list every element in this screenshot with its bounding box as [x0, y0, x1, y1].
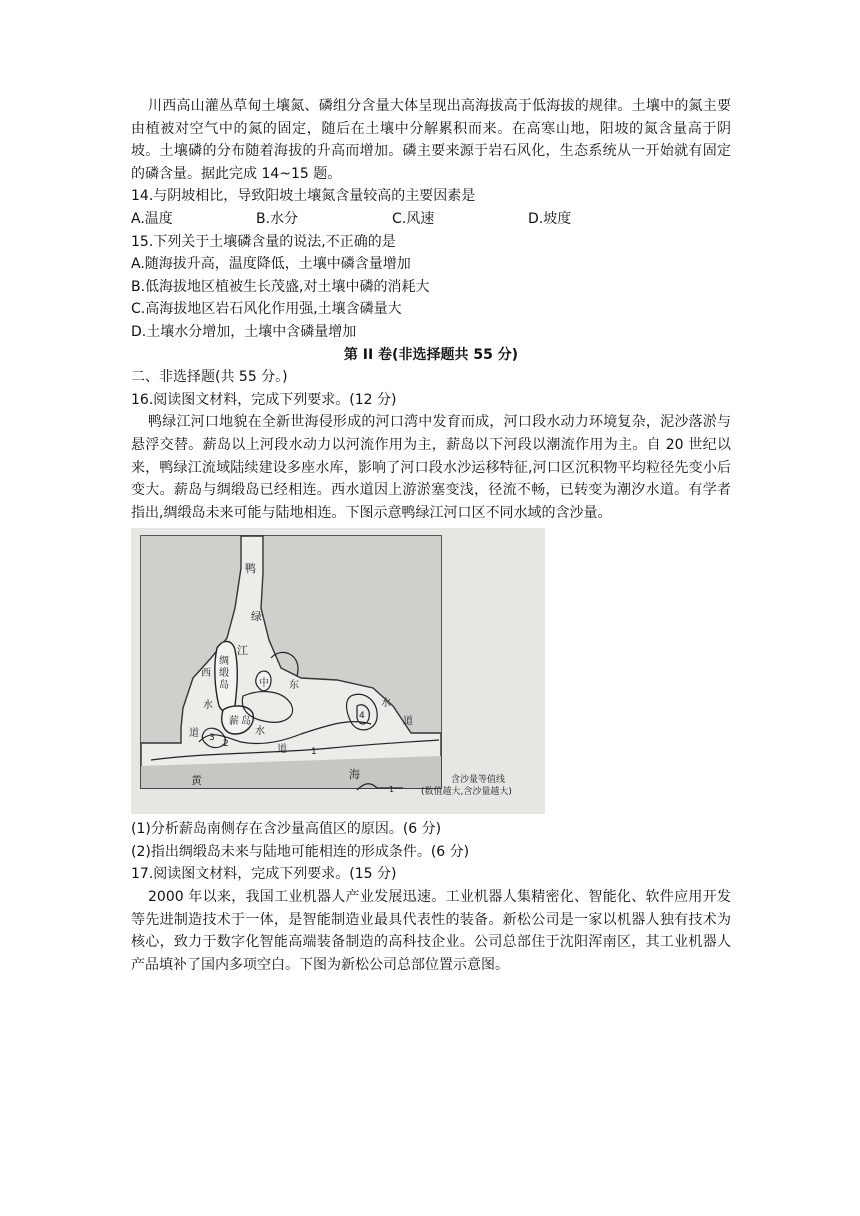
label-jiang: 江	[237, 644, 248, 658]
question-15-stem: 15.下列关于土壤磷含量的说法,不正确的是	[131, 233, 396, 250]
passage-robot-industry: 2000 年以来，我国工业机器人产业发展迅速。工业机器人集精密化、智能化、软件应用开发等先进制造技术于一体，是智能制造业最具代表性的装备。新松公司是一家以机器人独有技术为核心，致力于数字化智能高端装备制造的高科技企业。公司总部住于沈阳浑南区，其工业机器人产品填补了国内多项空白。下图为新松公司总部位置示意图。	[131, 889, 731, 973]
label-xin: 薪	[229, 716, 239, 728]
section-2-subtitle: 二、非选择题(共 55 分。)	[131, 369, 288, 386]
label-lu: 绿	[251, 610, 262, 624]
isoline-label-1: 1	[311, 747, 317, 758]
question-17-stem: 17.阅读图文材料，完成下列要求。(15 分)	[131, 866, 397, 883]
label-ya: 鸭	[245, 562, 256, 576]
section-2-title: 第 II 卷(非选择题共 55 分)	[343, 346, 519, 363]
label-hai: 海	[349, 768, 360, 782]
yalu-estuary-map	[131, 528, 545, 814]
q14-option-d: D.坡度	[528, 210, 572, 227]
question-16-sub2: (2)指出绸缎岛未来与陆地可能相连的形成条件。(6 分)	[131, 843, 470, 860]
label-chou: 绸	[219, 656, 229, 668]
label-dong: 东	[289, 680, 299, 692]
q15-option-b: B.低海拔地区植被生长茂盛,对土壤中磷的消耗大	[131, 278, 430, 295]
label-xi: 西	[201, 668, 211, 680]
label-dong-shui: 水	[381, 698, 391, 710]
label-xin-dao: 岛	[241, 716, 251, 728]
q15-option-c: C.高海拔地区岩石风化作用强,土壤含磷量大	[131, 301, 402, 318]
question-14-options	[131, 208, 731, 231]
question-16-stem: 16.阅读图文材料，完成下列要求。(12 分)	[131, 391, 397, 408]
isoline-label-2: 2	[223, 739, 229, 750]
label-zhong-shui: 水	[255, 726, 265, 738]
isoline-label-3: 3	[209, 733, 215, 744]
exam-page	[131, 95, 731, 976]
legend-isoline-number: 1	[389, 785, 395, 795]
label-xi-dao: 道	[189, 728, 199, 740]
q14-option-c: C.风速	[392, 210, 435, 227]
passage-soil: 川西高山灌丛草甸土壤氮、磷组分含量大体呈现出高海拔高于低海拔的规律。土壤中的氮主要由植被对空气中的氮的固定，随后在土壤中分解累积而来。在高寒山地，阳坡的氮含量高于阴坡。土壤磷的分布随着海拔的升高而增加。磷主要来源于岩石风化，生态系统从一开始就有固定的磷含量。据此完成 14~15 题。	[131, 98, 731, 182]
isoline-label-4: 4	[359, 711, 365, 722]
q14-option-b: B.水分	[256, 210, 299, 227]
label-duan: 缎	[219, 668, 229, 680]
label-zhong: 中	[259, 678, 269, 690]
q15-option-a: A.随海拔升高，温度降低，土壤中磷含量增加	[131, 256, 411, 273]
question-16-sub1: (1)分析薪岛南侧存在含沙量高值区的原因。(6 分)	[131, 821, 442, 838]
label-zhong-dao: 道	[277, 744, 287, 756]
label-dao: 岛	[219, 680, 229, 692]
question-14-stem: 14.与阴坡相比，导致阳坡土壤氮含量较高的主要因素是	[131, 188, 476, 205]
legend-subtitle: (数值越大,含沙量越大)	[421, 787, 512, 798]
q15-option-d: D.土壤水分增加，土壤中含磷量增加	[131, 323, 357, 340]
label-huang: 黄	[191, 774, 202, 788]
legend-title: 含沙量等值线	[451, 775, 506, 786]
q14-option-a: A.温度	[131, 210, 173, 227]
label-xi-shui: 水	[203, 700, 213, 712]
label-dong-dao: 道	[403, 716, 413, 728]
passage-yalu-river: 鸭绿江河口地貌在全新世海侵形成的河口湾中发育而成，河口段水动力环境复杂，泥沙落淤与悬浮交替。薪岛以上河段水动力以河流作用为主，薪岛以下河段以潮流作用为主。自 20 世纪以来，鸭绿江流域陆续建设多座水库，影响了河口段水沙运移特征,河口区沉积物平均粒径先变小后变大。薪岛与绸缎岛已经相连。西水道因上游淤塞变浅，径流不畅，已转变为潮汐水道。有学者指出,绸缎岛未来可能与陆地相连。下图示意鸭绿江河口区不同水域的含沙量。	[131, 414, 731, 521]
